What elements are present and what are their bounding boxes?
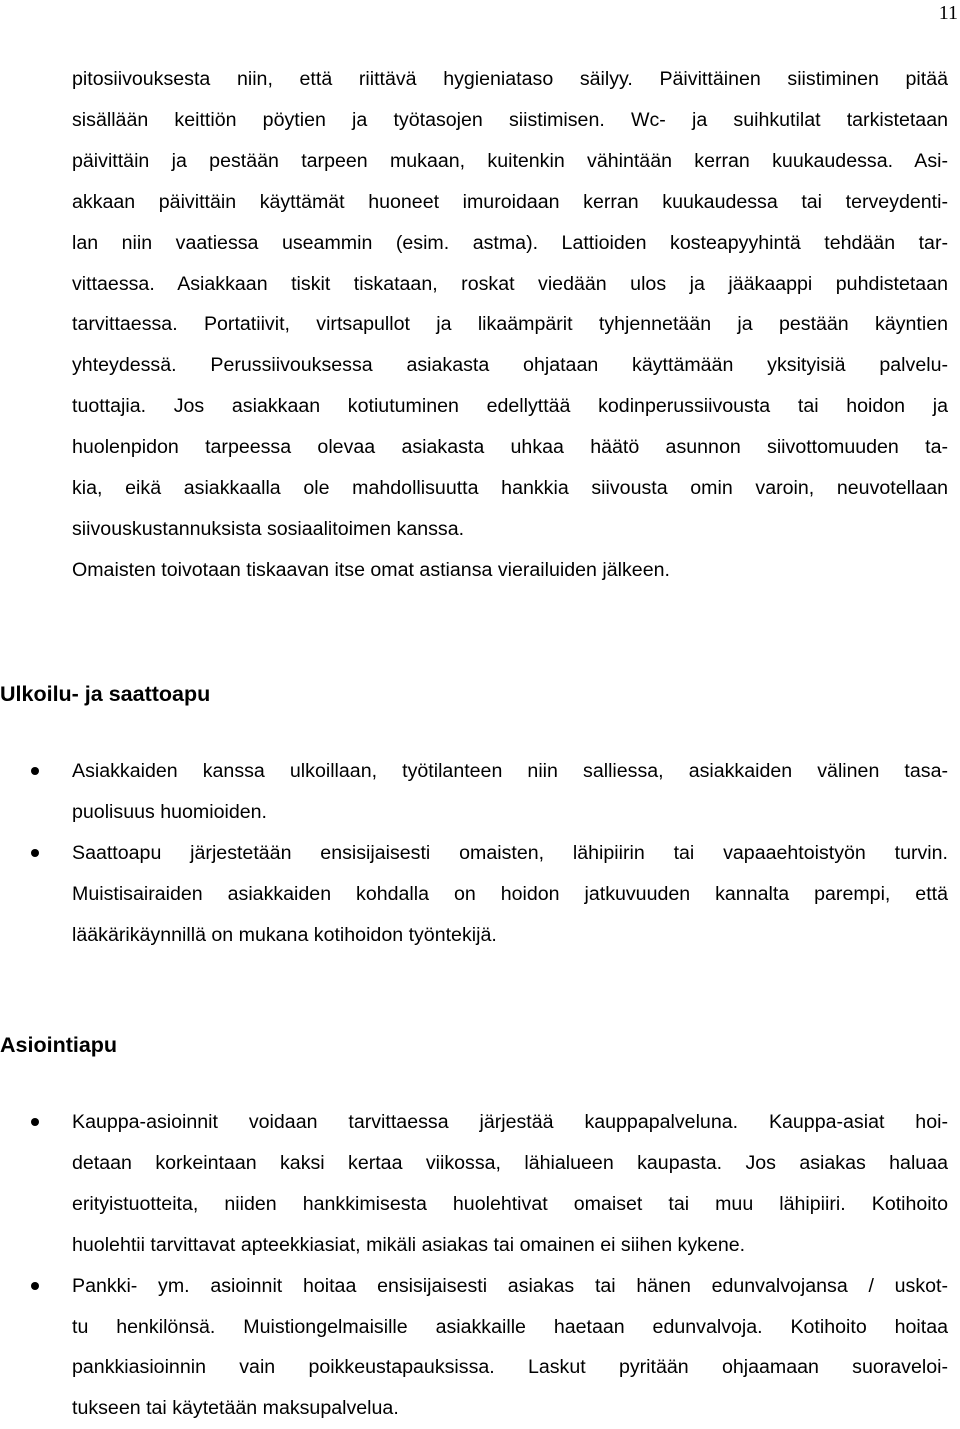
text-line: detaan korkeintaan kaksi kertaa viikossa, lähialueen kaupasta. Jos asiakas haluaa xyxy=(72,1151,948,1174)
bullet-icon xyxy=(31,767,39,775)
list-item xyxy=(0,751,948,833)
bullet-icon xyxy=(31,849,39,857)
text-line: tu henkilönsä. Muistiongelmaisille asiakkaille haetaan edunvalvoja. Kotihoito hoitaa xyxy=(72,1315,948,1338)
text-line: lan niin vaatiessa useammin (esim. astma). Lattioiden kosteapyyhintä tehdään tar- xyxy=(72,231,948,254)
text-line: tuottajia. Jos asiakkaan kotiutuminen edellyttää kodinperussiivousta tai hoidon ja xyxy=(72,395,948,418)
text-line: akkaan päivittäin käyttämät huoneet imuroidaan kerran kuukaudessa tai terveydenti- xyxy=(72,190,948,213)
text-line: sisällään keittiön pöytien ja työtasojen siistimisen. Wc- ja suihkutilat tarkistetaan xyxy=(72,108,948,131)
list-item xyxy=(0,1102,948,1266)
text-line: vittaessa. Asiakkaan tiskit tiskataan, roskat viedään ulos ja jääkaappi puhdistetaan xyxy=(72,272,948,295)
text-line: Pankki- ym. asioinnit hoitaa ensisijaisesti asiakas tai hänen edunvalvojansa / uskot- xyxy=(72,1274,948,1297)
text-line: huolehtii tarvittavat apteekkiasiat, mikäli asiakas tai omainen ei siihen kykene. xyxy=(72,1233,746,1256)
text-line: erityistuotteita, niiden hankkimisesta huolehtivat omaiset tai muu lähipiiri. Kotihoito xyxy=(72,1192,948,1215)
text-line: yhteydessä. Perussiivouksessa asiakasta ohjataan käyttämään yksityisiä palvelu- xyxy=(72,354,948,377)
text-line: puolisuus huomioiden. xyxy=(72,800,267,823)
section-heading-outdoor: Ulkoilu- ja saattoapu xyxy=(0,682,211,706)
text-line: pitosiivouksesta niin, että riittävä hygieniataso säilyy. Päivittäinen siistiminen pitää xyxy=(72,68,948,90)
list-item xyxy=(0,1266,948,1429)
text-line: lääkärikäynnillä on mukana kotihoidon työntekijä. xyxy=(72,923,497,946)
text-line: huolenpidon tarpeessa olevaa asiakasta uhkaa häätö asunnon siivottomuuden ta- xyxy=(72,436,948,459)
text-line: pankkiasioinnin vain poikkeustapauksissa. Laskut pyritään ohjaamaan suoraveloi- xyxy=(72,1356,948,1379)
errands-bullet-list xyxy=(0,1102,948,1429)
text-line: Muistisairaiden asiakkaiden kohdalla on hoidon jatkuvuuden kannalta parempi, että xyxy=(72,882,948,905)
text-line: siivouskustannuksista sosiaalitoimen kanssa. xyxy=(72,517,465,540)
text-line: Kauppa-asioinnit voidaan tarvittaessa järjestää kauppapalveluna. Kauppa-asiat hoi- xyxy=(72,1111,948,1133)
text-line: tukseen tai käytetään maksupalvelua. xyxy=(72,1397,399,1420)
text-line: Omaisten toivotaan tiskaavan itse omat astiansa vierailuiden jälkeen. xyxy=(72,558,670,581)
page-number: 11 xyxy=(938,2,958,24)
section-heading-errands: Asiointiapu xyxy=(0,1033,118,1057)
bullet-icon xyxy=(31,1118,39,1126)
text-line: kia, eikä asiakkaalla ole mahdollisuutta hankkia siivousta omin varoin, neuvotellaan xyxy=(72,477,948,500)
list-item xyxy=(0,833,948,956)
text-line: Asiakkaiden kanssa ulkoillaan, työtilanteen niin salliessa, asiakkaiden välinen tasa- xyxy=(72,760,948,782)
text-line: tarvittaessa. Portatiivit, virtsapullot ja likaämpärit tyhjennetään ja pestään käyntien xyxy=(72,313,948,336)
bullet-icon xyxy=(31,1282,39,1290)
text-line: Saattoapu järjestetään ensisijaisesti omaisten, lähipiirin tai vapaaehtoistyön turvin. xyxy=(72,841,948,864)
text-line: päivittäin ja pestään tarpeen mukaan, kuitenkin vähintään kerran kuukaudessa. Asi- xyxy=(72,149,948,172)
outdoor-bullet-list xyxy=(0,751,948,956)
intro-paragraph xyxy=(72,59,948,591)
